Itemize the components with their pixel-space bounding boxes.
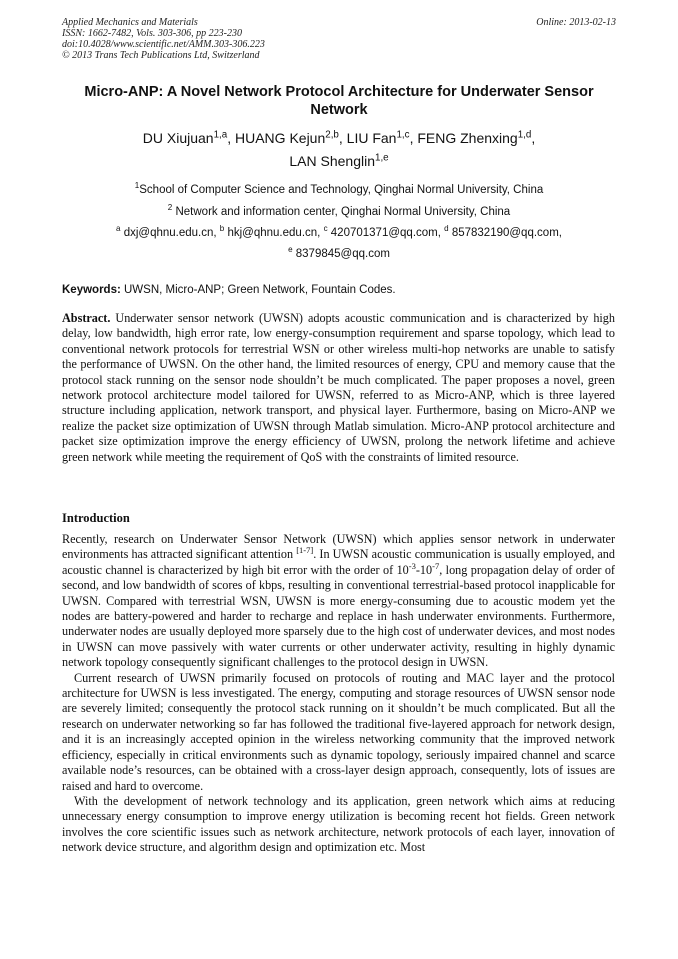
keywords-label: Keywords: xyxy=(62,284,121,296)
exponent: -3 xyxy=(408,560,416,571)
affil-mark: 1 xyxy=(134,181,140,191)
email-mark: b xyxy=(219,224,225,234)
author-affil-mark: 1,e xyxy=(375,152,389,164)
author-name: LIU Fan xyxy=(346,130,397,146)
text-run: . In UWSN acoustic communication is usually employed, and acoustic channel is characterized by high bit error with the order of 10 xyxy=(62,547,615,577)
affiliation-2 xyxy=(62,205,616,219)
online-date: Online: 2013-02-13 xyxy=(536,17,616,28)
text-run: Recently, research on Underwater Sensor Network (UWSN) which applies sensor network in underwater environments has attracted significant attention xyxy=(62,532,615,562)
email-b: hkj@qhnu.edu.cn, xyxy=(224,227,324,239)
author-affil-mark: 1,d xyxy=(517,129,532,141)
text-run: , long propagation delay of order of second, and low bandwidth of scores of kbps, resulting in conventional terrestrial-based protocol inapplicable for UWSN. Compared with terrestrial WSN, UWSN is more energy-consuming due to acoustic modem yet the nodes are battery-powered and harder to recharge and replace in hash underwater environments. Furthermore, underwater nodes are usually deployed more sparsely due to the high cost of underwater devices, and most nodes in UWSN can move passively with water currents or other underwater activity, resulting in highly dynamic network topology consequently significant challenges to the protocol design in UWSN. xyxy=(62,562,615,670)
email-mark: d xyxy=(444,224,449,234)
copyright-line: © 2013 Trans Tech Publications Ltd, Switzerland xyxy=(62,50,260,61)
email-mark: c xyxy=(323,224,328,234)
journal-header xyxy=(62,17,265,61)
author-name: DU Xiujuan xyxy=(142,130,214,146)
affiliation-1 xyxy=(62,183,616,197)
keywords xyxy=(62,283,396,297)
journal-name: Applied Mechanics and Materials xyxy=(62,17,198,28)
author-list: DU Xiujuan$^{1,a}$, HUANG Kejun$^{2,b}$, LIU Fan$^{1,c}$, FENG Zhenxing$^{1,d}$, LAN Shenglin$^{1,e}$ xyxy=(142,129,536,169)
issn-line: ISSN: 1662-7482, Vols. 303-306, pp 223-230 xyxy=(62,28,242,39)
author-name: HUANG Kejun xyxy=(235,130,326,146)
paper-title: Micro-ANP: A Novel Network Protocol Architecture for Underwater Sensor Network xyxy=(84,84,594,118)
email-d: 857832190@qq.com, xyxy=(448,227,562,239)
doi-line: doi:10.4028/www.scientific.net/AMM.303-306.223 xyxy=(62,39,265,50)
text-run: -10 xyxy=(415,562,433,577)
exponent: -7 xyxy=(432,560,440,571)
keywords-text: UWSN, Micro-ANP; Green Network, Fountain Codes. xyxy=(120,284,396,296)
email-line-1 xyxy=(62,226,616,240)
abstract-label: Abstract. xyxy=(62,311,111,325)
paragraph xyxy=(62,532,615,671)
section-heading-introduction: Introduction xyxy=(62,511,130,525)
email-line-2 xyxy=(62,247,616,261)
introduction-body xyxy=(62,532,615,856)
paragraph: With the development of network technology and its application, green network which aims at reducing unnecessary energy consumption to improve energy utilization is becoming recent hot fields. Green network involves the core scientific issues such as network architecture, network protocols of each layer, innovation of network device structure, and algorithm design and optimization etc. Most xyxy=(62,793,615,855)
email-mark: a xyxy=(116,224,121,234)
abstract-text: Underwater sensor network (UWSN) adopts acoustic communication and is characterized by high delay, low bandwidth, high error rate, low energy-consumption requirement and sparse topology, which lead to conventional network protocols for terrestrial WSN or other wireless multi-hop networks are unable to satisfy the performance of UWSN. On the other hand, the limited resources of energy, CPU and memory cause that the protocol stack running on the sensor node shouldn’t be much complicated. The paper proposes a novel, green network protocol architecture model tailored for UWSN, referred to as Micro-ANP, which is three layered structure including application, network transport, and physical layer. Furthermore, basing on Micro-ANP we realize the packet size optimization of UWSN through Matlab simulation. Micro-ANP protocol architecture and packet size optimization improve the energy efficiency of UWSN, prolong the network lifetime and achieve green network while meeting the requirement of QoS with the constraints of limited resource. xyxy=(62,311,615,464)
affil-text: Network and information center, Qinghai Normal University, China xyxy=(172,206,511,218)
abstract xyxy=(62,311,615,465)
paragraph: Current research of UWSN primarily focused on protocols of routing and MAC layer and the protocol architecture for UWSN is less investigated. The energy, computing and storage resources of UWSN sensor node are severely limited; consequently the protocol stack running on it shouldn’t be much complicated. But all the research on underwater networking so far has followed the traditional five-layered approach for network design, and it is an increasingly accepted opinion in the wireless networking community that the improved network efficiency, especially in critical environments such as dynamic topology, seriously impaired channel and scarce available node’s resources, can be obtained with a cross-layer design approach, consequently, lots of issues are raised and hard to overcome. xyxy=(62,670,615,793)
author-affil-mark: 1,c xyxy=(396,129,410,141)
author-affil-mark: 1,a xyxy=(213,129,228,141)
email-c: 420701371@qq.com, xyxy=(327,227,445,239)
author-affil-mark: 2,b xyxy=(325,129,339,141)
author-name: FENG Zhenxing xyxy=(417,130,518,146)
affil-mark: 2 xyxy=(167,203,173,213)
affil-text: School of Computer Science and Technology, Qinghai Normal University, China xyxy=(139,184,544,196)
author-name: LAN Shenglin xyxy=(289,153,375,169)
email-mark: e xyxy=(288,245,293,255)
email-a: dxj@qhnu.edu.cn, xyxy=(120,227,220,239)
citation-ref: [1-7] xyxy=(296,545,314,556)
email-e: 8379845@qq.com xyxy=(292,248,390,260)
